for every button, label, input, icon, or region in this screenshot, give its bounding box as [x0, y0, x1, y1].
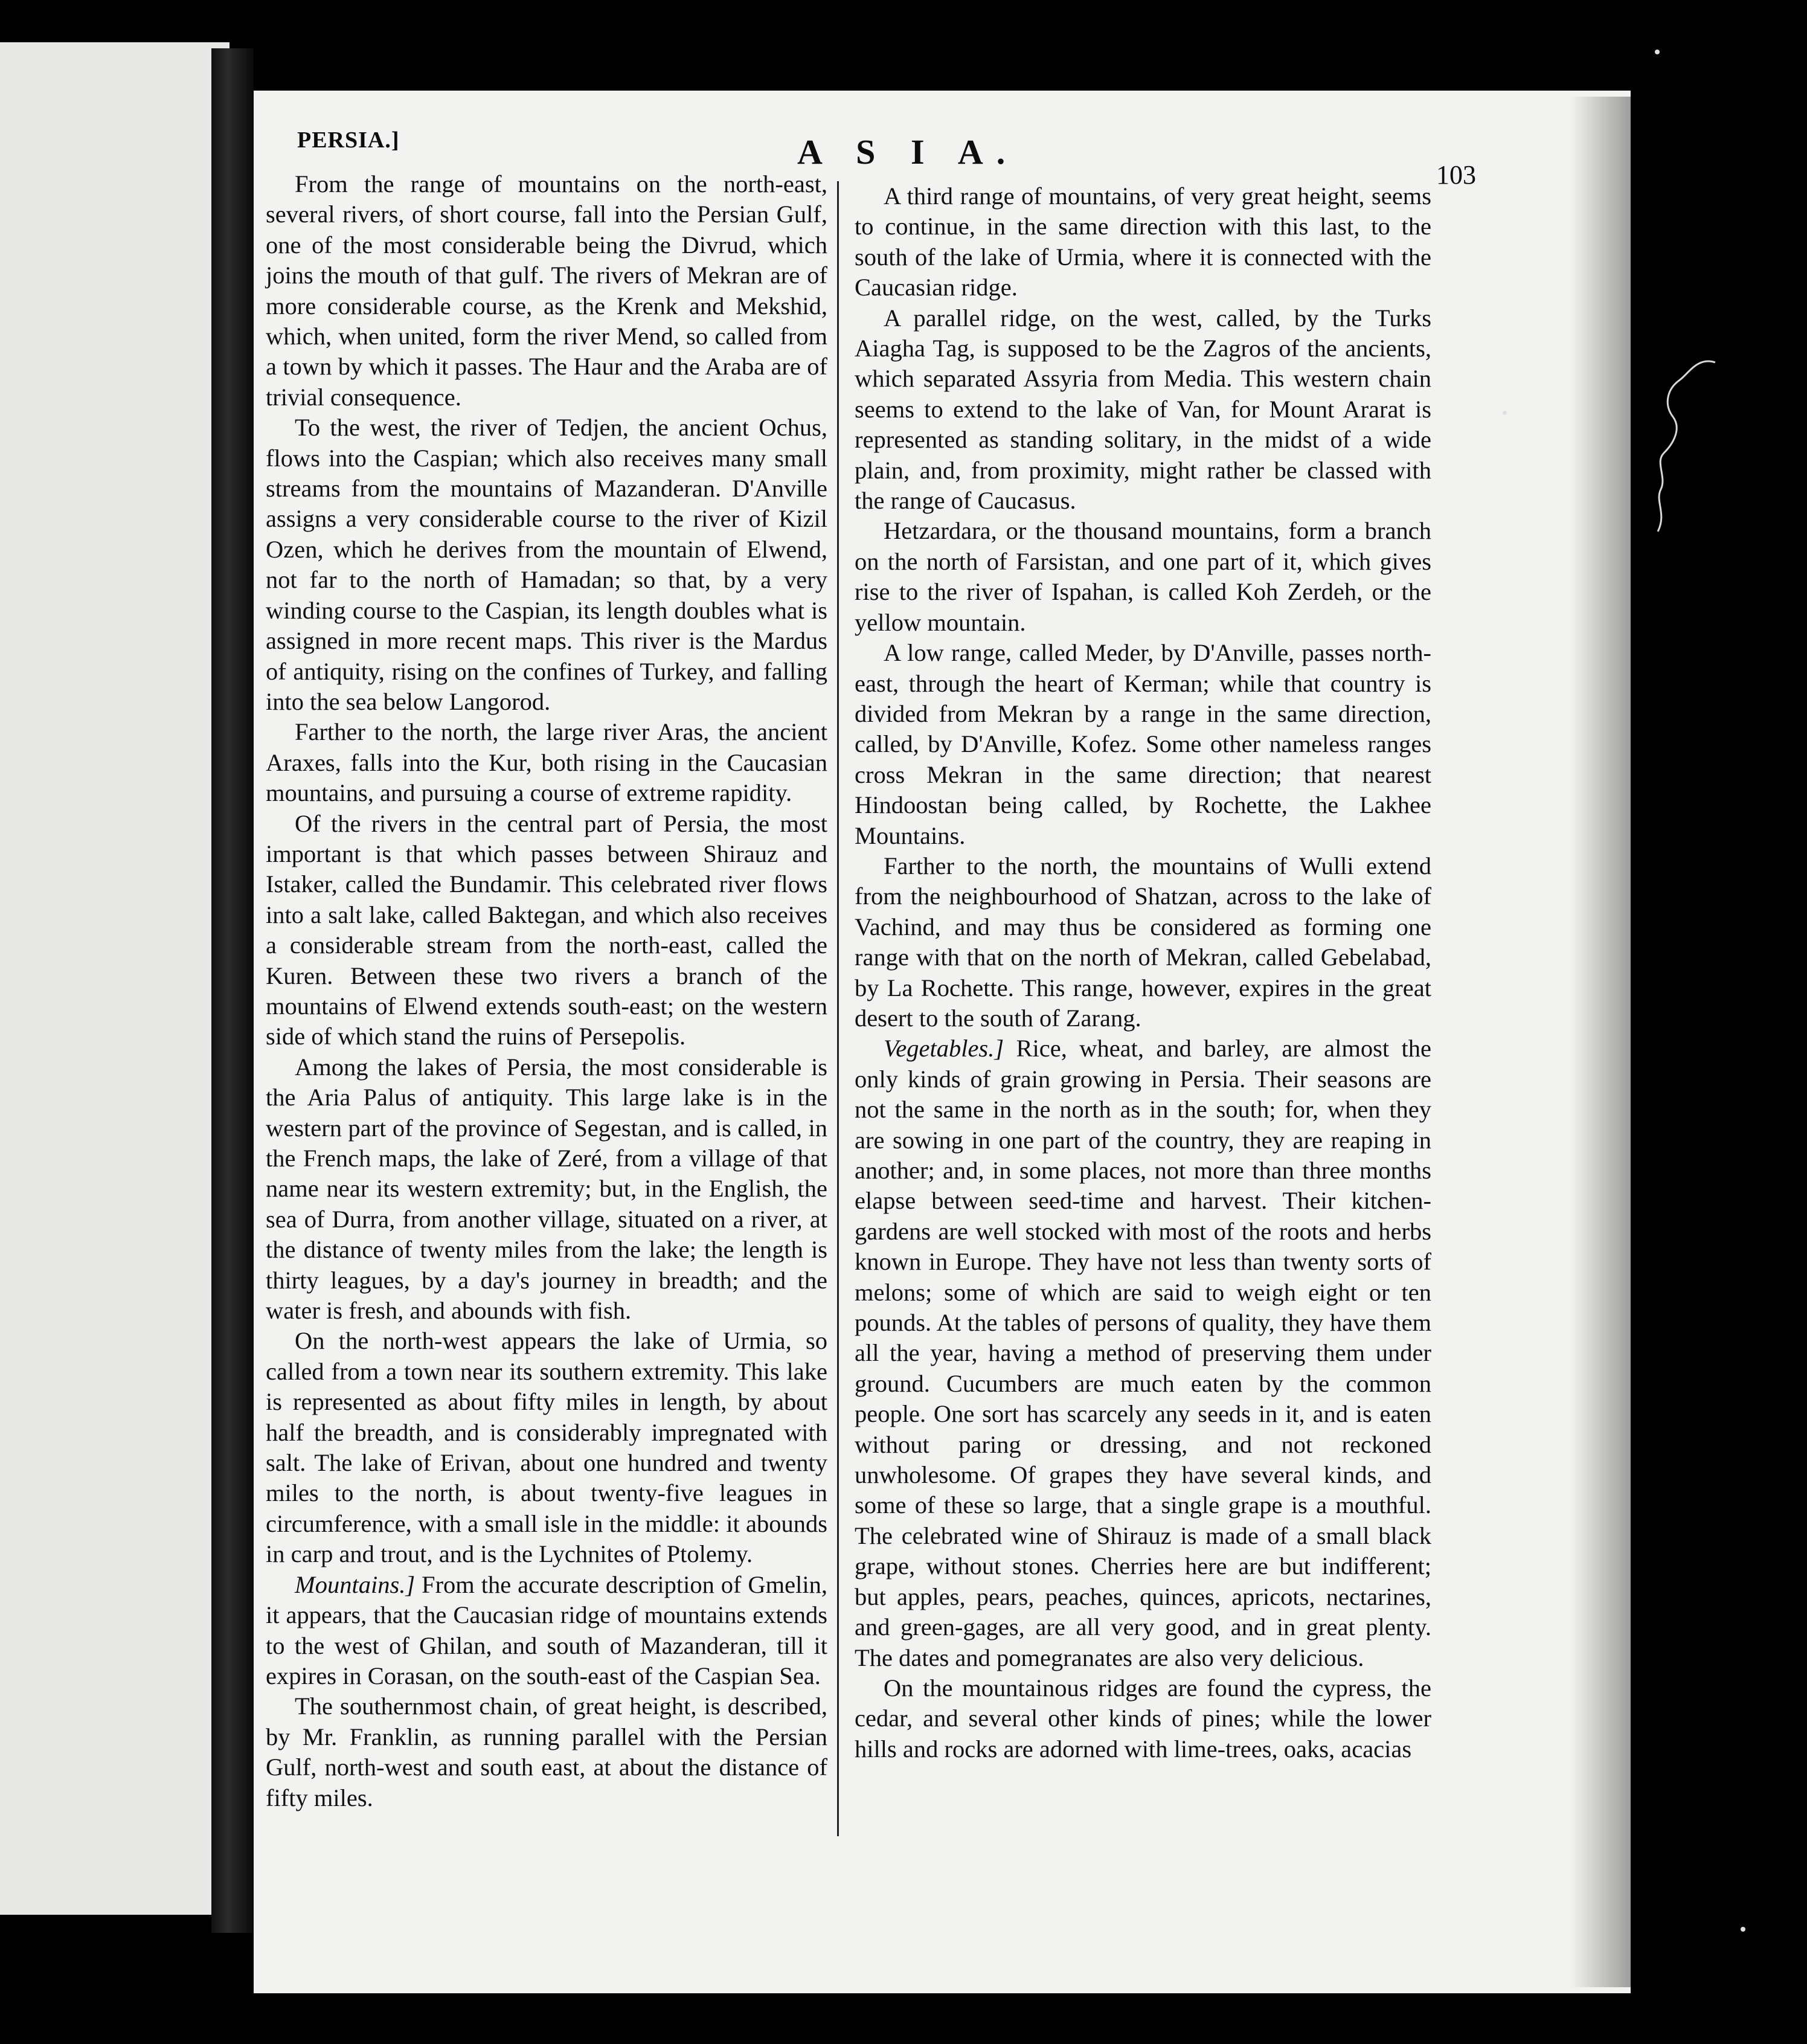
- paragraph: Hetzardara, or the thousand mountains, form a branch on the north of Farsistan, and one part of it, which gives rise to the river of Ispahan, is called Koh Zerdeh, or the yellow mountain.: [855, 517, 1431, 636]
- paragraph: The southernmost chain, of great height, is described, by Mr. Franklin, as running parallel with the Persian Gulf, north-west and south east, at about the distance of fifty miles.: [266, 1692, 827, 1811]
- paragraph: Of the rivers in the central part of Persia, the most important is that which passes between Shirauz and Istaker, called the Bundamir. This celebrated river flows into a salt lake, called Baktegan, and which also receives a considerable stream from the north-east, called the Kuren. Between these two rivers a branch of the mountains of Elwend extends south-east; on the western side of which stand the ruins of Persepolis.: [266, 809, 827, 1050]
- page-edge-shadow: [1570, 97, 1631, 1987]
- paragraph: Vegetables.] Rice, wheat, and barley, are almost the only kinds of grain growing in Persia. Their seasons are not the same in the north as in the south; for, when they are sowing in one part of the country, they are reaping in another; and, in some places, not more than three months elapse between seed-time and harvest. Their kitchen-gardens are well stocked with most of the roots and herbs known in Europe. They have not less than twenty sorts of melons; some of which are said to weigh eight or ten pounds. At the tables of persons of quality, they have them all the year, having a method of preserving them under ground. Cucumbers are much eaten by the common people. One sort has scarcely any seeds in it, and is eaten without paring or dressing, and not reckoned unwholesome. Of grapes they have several kinds, and some of these so large, that a single grape is a mouthful. The celebrated wine of Shirauz is made of a small black grape, without stones. Cherries here are but indifferent; but apples, pears, peaches, quinces, apricots, nectarines, and green-gages, are all very good, and in great plenty. The dates and pomegranates are also very delicious.: [855, 1035, 1431, 1671]
- right-text-column: [855, 181, 1431, 1764]
- page-number: 103: [1436, 160, 1476, 190]
- dust-speck: [1503, 411, 1507, 415]
- paragraph: On the mountainous ridges are found the cypress, the cedar, and several other kinds of pines; while the lower hills and rocks are adorned with lime-trees, oaks, acacias: [855, 1674, 1431, 1763]
- paragraph: A third range of mountains, of very great height, seems to continue, in the same direction with this last, to the south of the lake of Urmia, where it is connected with the Caucasian ridge.: [855, 182, 1431, 301]
- scan-artifact-line: [1631, 338, 1721, 544]
- running-head-section: PERSIA.]: [297, 127, 400, 153]
- paragraph: Among the lakes of Persia, the most considerable is the Aria Palus of antiquity. This large lake is in the western part of the province of Segestan, and is called, in the French maps, the lake of Zeré, from a village of that name near its western extremity; but, in the English, the sea of Durra, from another village, situated on a river, at the distance of twenty miles from the lake; the length is thirty leagues, by a day's journey in breadth; and the water is fresh, and abounds with fish.: [266, 1053, 827, 1325]
- paragraph: To the west, the river of Tedjen, the ancient Ochus, flows into the Caspian; which also receives many small streams from the mountains of Mazanderan. D'Anville assigns a very considerable course to the river of Kizil Ozen, which he derives from the mountain of Elwend, not far to the north of Hamadan; so that, by a very winding course to the Caspian, its length doubles what is assigned in more recent maps. This river is the Mardus of antiquity, rising on the confines of Turkey, and falling into the sea below Langorod.: [266, 414, 827, 715]
- dust-speck: [1741, 1927, 1745, 1932]
- dust-speck: [1655, 50, 1660, 54]
- paragraph: Farther to the north, the large river Aras, the ancient Araxes, falls into the Kur, both rising in the Caucasian mountains, and pursuing a course of extreme rapidity.: [266, 718, 827, 807]
- paragraph: Mountains.] From the accurate description of Gmelin, it appears, that the Caucasian ridge of mountains extends to the west of Ghilan, and south of Mazanderan, till it expires in Corasan, on the south-east of the Caspian Sea.: [266, 1570, 827, 1689]
- section-heading-vegetables: Vegetables.]: [884, 1035, 1004, 1062]
- paragraph: A parallel ridge, on the west, called, by the Turks Aiagha Tag, is supposed to be the Zagros of the ancients, which separated Assyria from Media. This western chain seems to extend to the lake of Van, for Mount Ararat is represented as standing solitary, in the midst of a wide plain, and, from proximity, might rather be classed with the range of Caucasus.: [855, 304, 1431, 515]
- section-heading-mountains: Mountains.]: [295, 1570, 416, 1598]
- running-head-title: A S I A.: [797, 132, 1019, 172]
- facing-page-edge: [0, 42, 229, 1915]
- left-text-column: [266, 169, 827, 1813]
- paragraph: A low range, called Meder, by D'Anville, passes north-east, through the heart of Kerman; while that country is divided from Mekran by a range in the same direction, called, by D'Anville, Kofez. Some other nameless ranges cross Mekran in the same direction; that nearest Hindoostan being called, by Rochette, the Lakhee Mountains.: [855, 639, 1431, 849]
- book-binding: [211, 48, 254, 1933]
- paragraph: From the range of mountains on the north-east, several rivers, of short course, fall into the Persian Gulf, one of the most considerable being the Divrud, which joins the mouth of that gulf. The rivers of Mekran are of more considerable course, as the Krenk and Mekshid, which, when united, form the river Mend, so called from a town by which it passes. The Haur and the Araba are of trivial consequence.: [266, 170, 827, 411]
- paragraph: Farther to the north, the mountains of Wulli extend from the neighbourhood of Shatzan, across to the lake of Vachind, and may thus be considered as forming one range with that on the north of Mekran, called Gebelabad, by La Rochette. This range, however, expires in the great desert to the south of Zarang.: [855, 852, 1431, 1032]
- column-divider: [837, 181, 839, 1836]
- paragraph: On the north-west appears the lake of Urmia, so called from a town near its southern extremity. This lake is represented as about fifty miles in length, by about half the breadth, and is considerably impregnated with salt. The lake of Erivan, about one hundred and twenty miles to the north, is about twenty-five leagues in circumference, with a small isle in the middle: it abounds in carp and trout, and is the Lychnites of Ptolemy.: [266, 1327, 827, 1568]
